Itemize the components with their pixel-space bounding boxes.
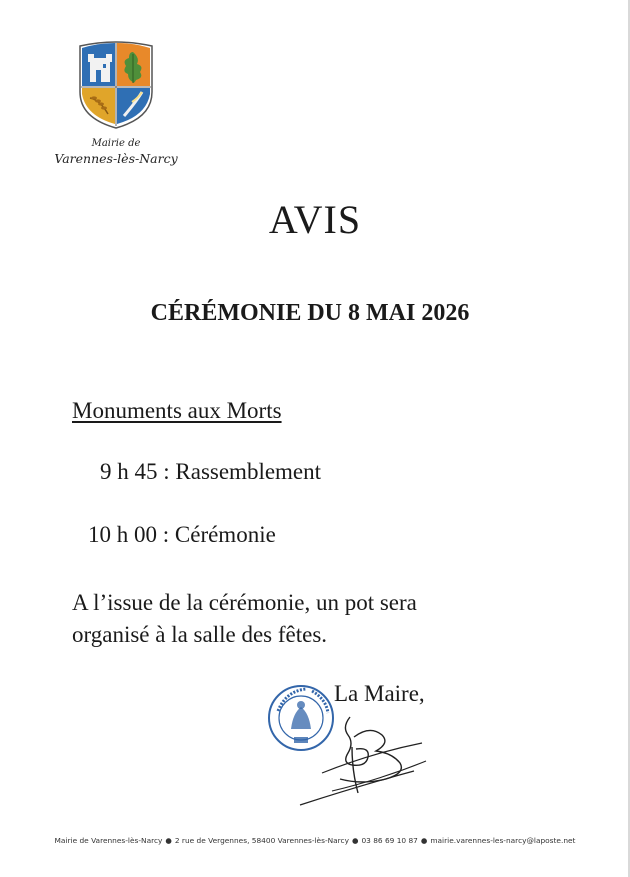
footer-separator: ● (352, 836, 359, 845)
letterhead-commune-name: Varennes-lès-Narcy (54, 151, 178, 166)
section-heading-monuments: Monuments aux Morts (72, 398, 282, 423)
schedule-item-gathering: 9 h 45 : Rassemblement (100, 459, 322, 484)
notice-body-line: organisé à la salle des fêtes. (72, 622, 328, 647)
footer-separator: ● (165, 836, 172, 845)
footer-email: mairie.varennes-les-narcy@laposte.net (430, 836, 576, 845)
footer-contact (0, 836, 630, 845)
schedule-item-ceremony: 10 h 00 : Cérémonie (88, 522, 276, 547)
footer-phone: 03 86 69 10 87 (361, 836, 418, 845)
coat-of-arms-logo (76, 40, 156, 130)
footer-address: 2 rue de Vergennes, 58400 Varennes-lès-Narcy (174, 836, 349, 845)
signatory-label: La Maire, (334, 681, 425, 706)
notice-body (72, 587, 552, 651)
notice-title: AVIS (268, 197, 362, 242)
letterhead-mairie-de: Mairie de (91, 138, 141, 149)
handwritten-signature (292, 713, 432, 813)
notice-subtitle: CÉRÉMONIE DU 8 MAI 2026 (150, 300, 470, 326)
footer-separator: ● (420, 836, 428, 845)
footer-name: Mairie de Varennes-lès-Narcy (54, 836, 163, 845)
notice-body-line: A l’issue de la cérémonie, un pot sera (72, 590, 417, 615)
